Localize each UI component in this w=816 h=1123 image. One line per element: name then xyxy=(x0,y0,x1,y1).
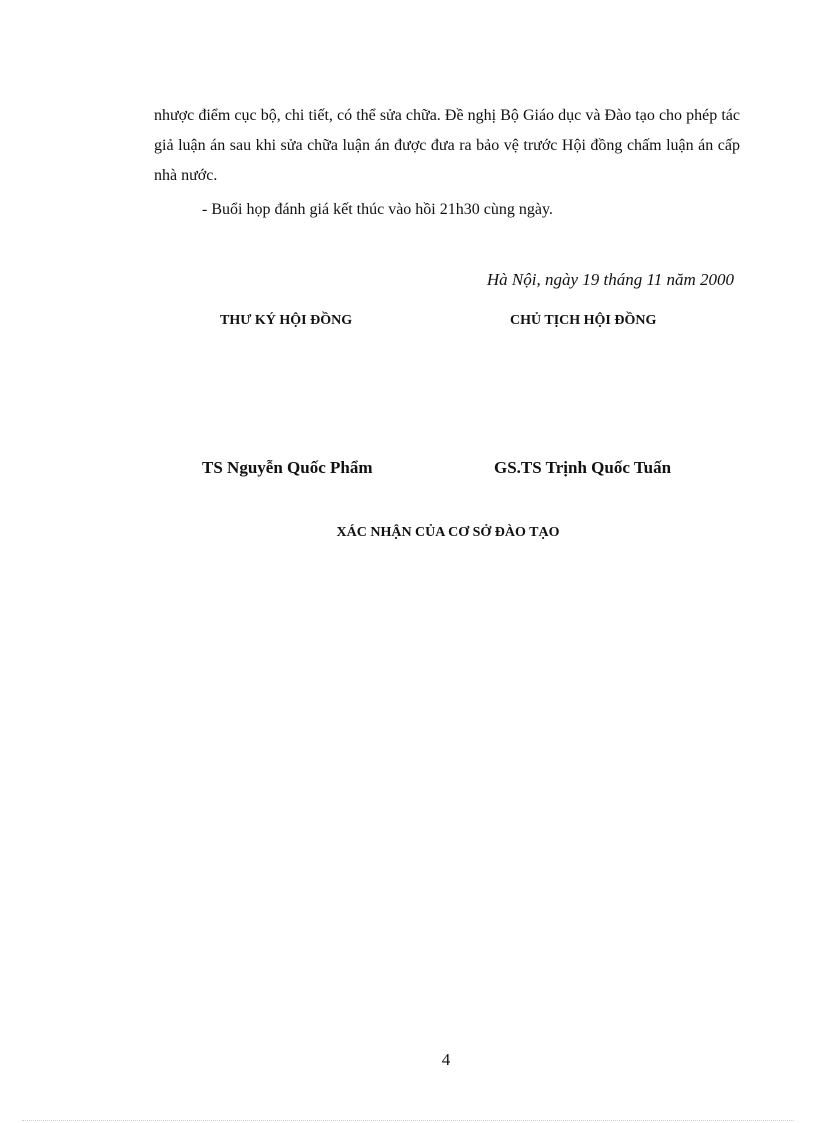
secretary-name: TS Nguyễn Quốc Phẩm xyxy=(202,458,373,477)
confirmation-heading: XÁC NHẬN CỦA CƠ SỞ ĐÀO TẠO xyxy=(336,525,560,540)
secretary-role-heading: THƯ KÝ HỘI ĐỒNG xyxy=(220,313,353,328)
footer-divider xyxy=(22,1120,794,1121)
page-number: 4 xyxy=(441,1050,451,1069)
chairman-name: GS.TS Trịnh Quốc Tuấn xyxy=(494,458,672,477)
body-paragraph-1: nhược điểm cục bộ, chi tiết, có thể sửa chữa. Đề nghị Bộ Giáo dục và Đào tạo cho phép tác giả luận án sau khi sửa chữa luận án được đưa ra bảo vệ trước Hội đồng chấm luận án cấp nhà nước. xyxy=(154,107,740,184)
body-paragraph-2: - Buổi họp đánh giá kết thúc vào hồi 21h30 cùng ngày. xyxy=(202,201,553,218)
date-line: Hà Nội, ngày 19 tháng 11 năm 2000 xyxy=(486,270,734,289)
chairman-role-heading: CHỦ TỊCH HỘI ĐỒNG xyxy=(510,313,657,328)
